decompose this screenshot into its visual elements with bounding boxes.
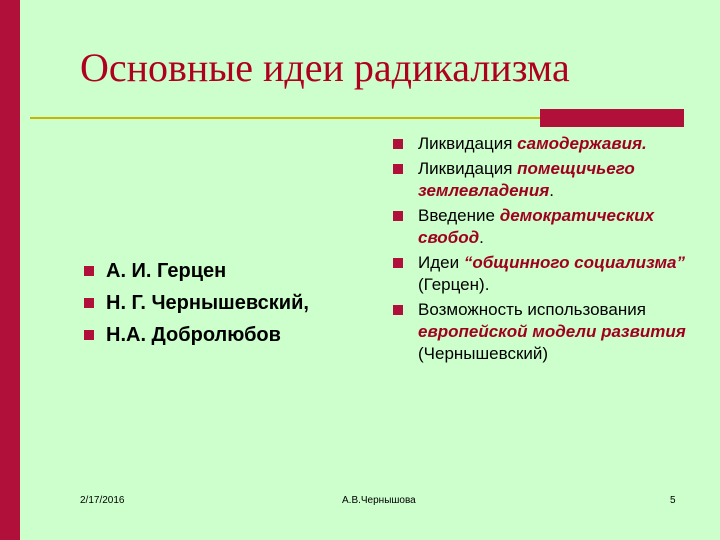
text-part: Введение <box>418 206 500 225</box>
left-bullet-list <box>84 258 309 354</box>
text-part: Ликвидация <box>418 159 518 178</box>
square-bullet-icon <box>393 305 403 315</box>
text-part: . <box>479 228 484 247</box>
right-bullet-list <box>393 133 698 368</box>
list-item <box>393 158 698 202</box>
list-item <box>84 290 309 322</box>
list-item <box>393 133 698 155</box>
square-bullet-icon <box>84 298 94 308</box>
square-bullet-icon <box>393 258 403 268</box>
list-item <box>84 258 309 290</box>
footer-date: 2/17/2016 <box>80 495 125 506</box>
square-bullet-icon <box>84 266 94 276</box>
text-part-emphasis: помещичьего землевладения <box>418 159 635 200</box>
list-item-text: Н.А. Добролюбов <box>106 324 281 346</box>
text-part: . <box>549 181 554 200</box>
list-item-text: А. И. Герцен <box>106 260 227 282</box>
text-part-emphasis: европейской модели развития <box>418 322 686 341</box>
footer-author: А.В.Чернышова <box>342 495 416 506</box>
accent-box <box>540 109 684 127</box>
text-part: (Герцен). <box>418 275 490 294</box>
list-item <box>393 299 698 365</box>
text-part: (Чернышевский) <box>418 344 549 363</box>
text-part-emphasis: “общинного социализма” <box>463 253 685 272</box>
square-bullet-icon <box>393 211 403 221</box>
square-bullet-icon <box>393 164 403 174</box>
side-accent-bar <box>0 0 20 540</box>
list-item <box>84 322 309 354</box>
list-item-text: Н. Г. Чернышевский, <box>106 292 309 314</box>
list-item <box>393 205 698 249</box>
square-bullet-icon <box>393 139 403 149</box>
text-part-emphasis: самодержавия. <box>517 134 647 153</box>
text-part: Возможность использования <box>418 300 646 319</box>
text-part-emphasis: демократических свобод <box>418 206 655 247</box>
square-bullet-icon <box>84 330 94 340</box>
page-number: 5 <box>670 495 676 506</box>
list-item <box>393 252 698 296</box>
text-part: Идеи <box>418 253 464 272</box>
slide-title: Основные идеи радикализма <box>80 45 570 90</box>
text-part: Ликвидация <box>418 134 518 153</box>
